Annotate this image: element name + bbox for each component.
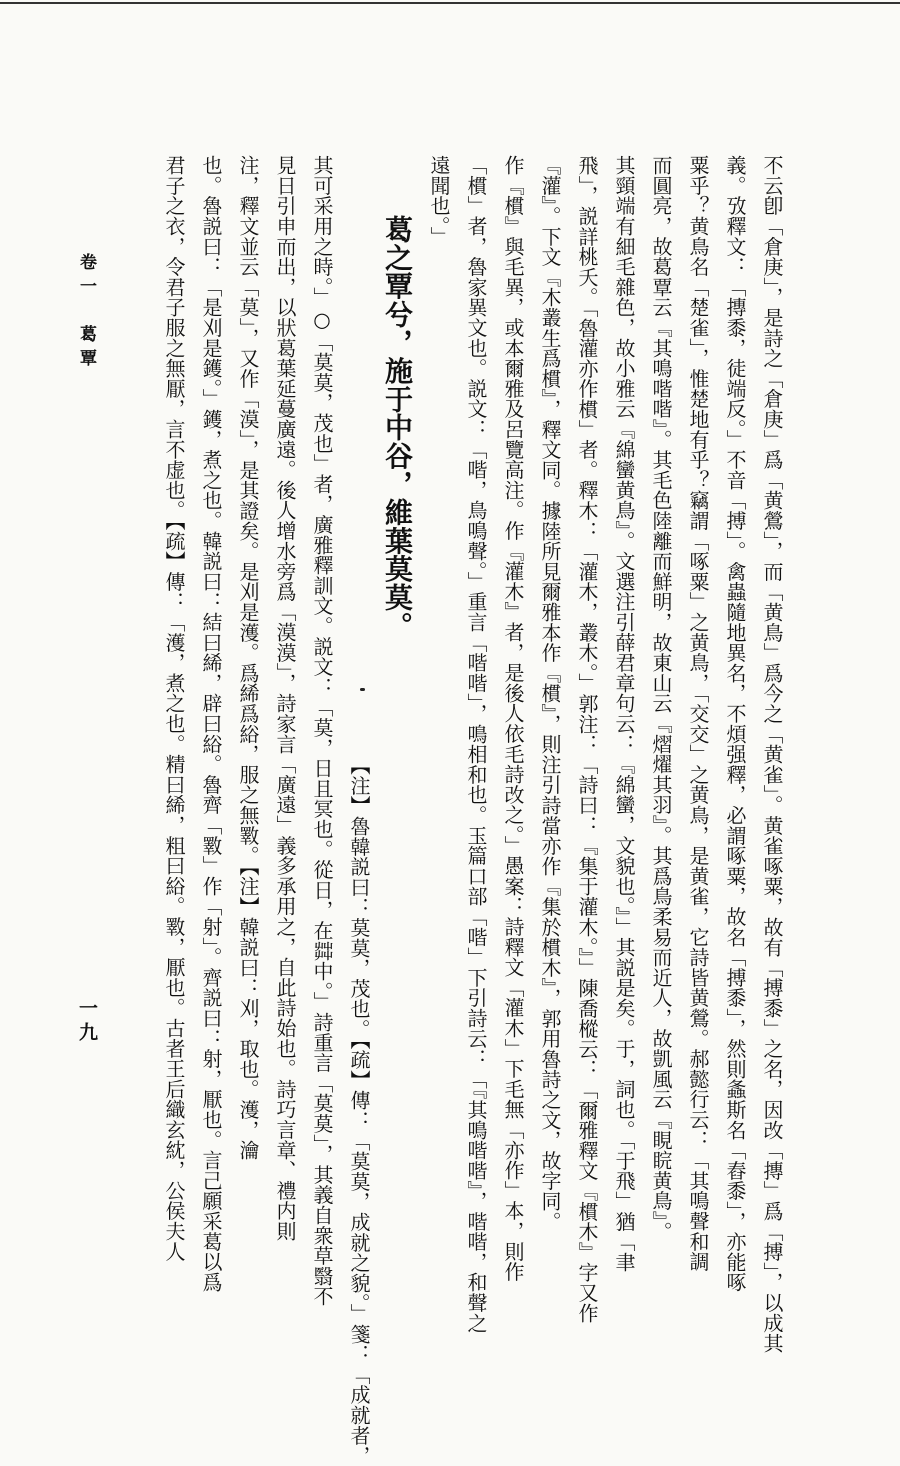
text-column: 君子之衣，令君子服之無厭，言不虚也。【疏】傳：「濩，煮之也。精曰絺，粗曰綌。斁，厭也。古者王后織玄紞，公侯夫人	[162, 155, 186, 1262]
text-column: 其頸端有細毛雜色，故小雅云『綿蠻黄鳥』。文選注引薛君章句云：『綿蠻，文貌也。』」其説是矣。于，詞也。「于飛」猶「聿	[612, 155, 636, 1273]
text-column: 其可采用之時。」○「莫莫，茂也」者，廣雅釋訓文。説文：「莫，日且冥也。從日，在茻中。」詩重言「莫莫」，其義自衆草翳不	[310, 155, 334, 1307]
text-column: 注，釋文並云「莫」，又作「漠」，是其證矣。是刈是濩。爲絺爲綌，服之無斁。【注】韓説曰：刈，取也。濩，瀹	[236, 155, 260, 1161]
text-column: 『灌』。下文『木叢生爲樌』，釋文同。據陸所見爾雅本作『樌』，則注引詩當亦作『集於樌木』，郭用魯詩之文，故字同。	[538, 155, 562, 1232]
text-column: 作『樌』與毛異，或本爾雅及呂覽高注。作『灌木』者，是後人依毛詩改之。」愚案：詩釋文「灌木」下毛無「亦作」本，則作	[501, 155, 525, 1282]
poem-line-heading: 葛之覃兮，施于中谷，維葉莫莫。	[381, 215, 414, 640]
text-column: 飛」，説詳桃夭。「魯灌亦作樌」者。釋木：「灌木，叢木。」郭注：「詩曰：『集于灌木。』」陳喬樅云：「爾雅釋文『樌木』字又作	[575, 155, 599, 1323]
text-body	[118, 155, 790, 1466]
text-column: 而圓亮，故葛覃云『其鳴喈喈』。其毛色陸離而鮮明，故東山云『熠燿其羽』。其爲鳥柔易而近人，故凱風云『睍睆黄鳥』。	[649, 155, 673, 1242]
text-column: 也。魯説曰：「是刈是鑊。」鑊，煮之也。韓説曰：結曰絺，辟曰綌。魯齊「斁」作「射」。齊説曰：射，厭也。言己願采葛以爲	[199, 155, 223, 1293]
top-border-line	[0, 2, 900, 4]
text-column: 見日引申而出，以狀葛葉延蔓廣遠。後人增水旁爲「漠漠」，詩家言「廣遠」義多承用之，自此詩始也。詩巧言章、禮内則	[273, 155, 297, 1242]
text-column: 不云卽「倉庚」，是詩之「倉庚」爲「黄鶯」，而「黄鳥」爲今之「黄雀」。黄雀啄粟，故有「搏黍」之名，因改「摶」爲「搏」，以成其	[760, 155, 784, 1354]
text-column: 「樌」者，魯家異文也。説文：「喈，鳥鳴聲。」重言「喈喈」，鳴相和也。玉篇口部「喈」下引詩云：「『其鳴喈喈』，喈喈，和聲之	[464, 155, 488, 1333]
chapter-header: 卷一 葛覃	[76, 253, 96, 373]
text-column: 遠聞也。」	[427, 155, 451, 247]
text-column: 粟乎？黄鳥名「楚雀」，惟楚地有乎？竊謂「啄粟」之黄鳥，「交交」之黄鳥，是黄雀，它詩皆黄鶯。郝懿行云：「其鳴聲和調	[686, 155, 710, 1272]
page-number: 一九	[76, 998, 98, 1046]
inline-commentary: 【注】魯韓説曰：莫莫，茂也。【疏】傳：「莫莫，成就之貌。」箋：「成就者，	[347, 755, 371, 1466]
text-column: 義。攷釋文：「摶黍，徒端反。」不音「搏」。禽蟲隨地異名，不煩强釋，必謂啄粟，故名「搏黍」，然則螽斯名「舂黍」，亦能啄	[723, 155, 747, 1293]
ink-dot	[360, 688, 365, 691]
